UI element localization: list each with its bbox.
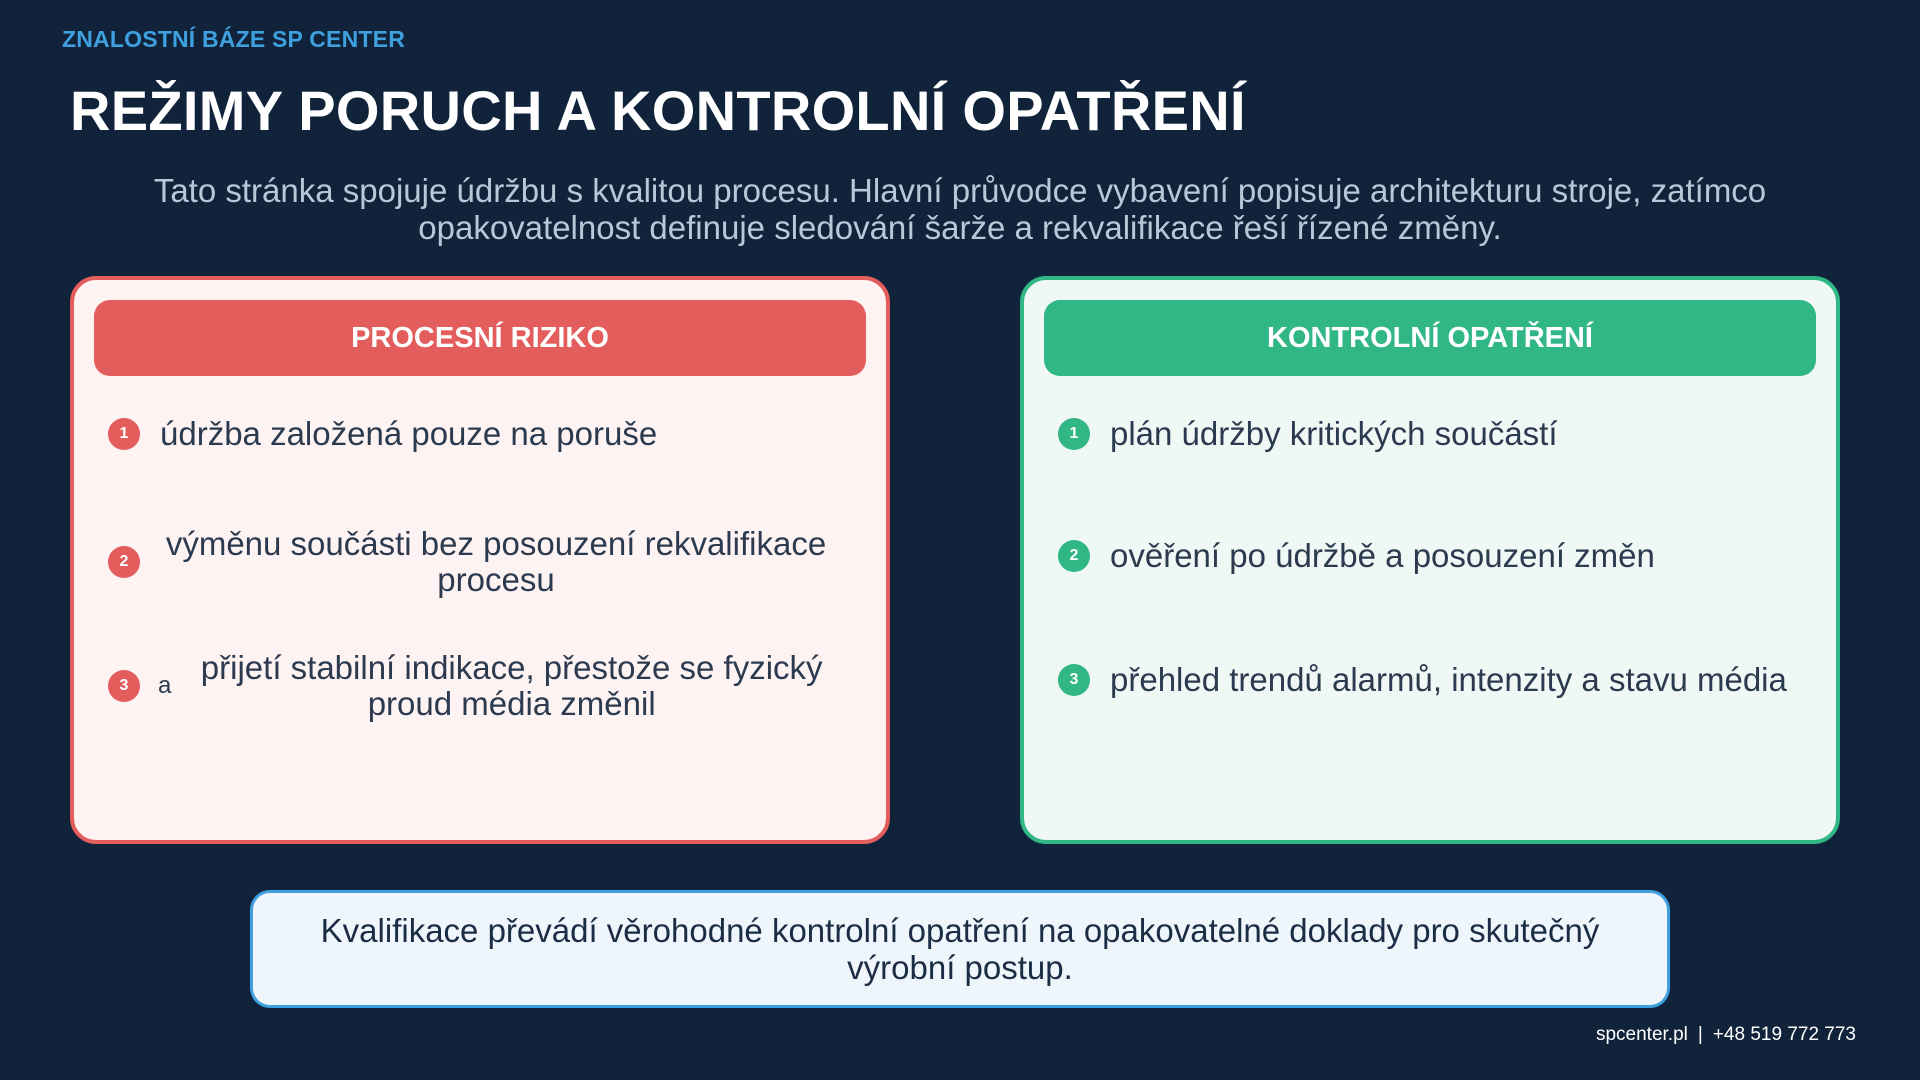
control-item-1 (1058, 416, 1788, 452)
risk-item-prefix: a (158, 672, 172, 699)
footer-separator: | (1697, 1024, 1703, 1045)
control-measures-card (1020, 276, 1840, 844)
number-badge: 1 (1058, 418, 1090, 450)
risk-item-text: výměnu součásti bez posouzení rekvalifikace procesu (165, 525, 827, 598)
control-item-3 (1058, 662, 1788, 698)
phone-number[interactable]: +48 519 772 773 (1712, 1024, 1856, 1045)
page-title: REŽIMY PORUCH A KONTROLNÍ OPATŘENÍ (70, 79, 1246, 142)
number-badge: 1 (108, 418, 140, 450)
risk-item-1 (108, 416, 838, 452)
kicker-label: ZNALOSTNÍ BÁZE SP CENTER (62, 26, 406, 52)
control-item-text: plán údržby kritických součástí (1110, 415, 1558, 452)
process-risk-header: PROCESNÍ RIZIKO (94, 300, 866, 376)
risk-item-text: přijetí stabilní indikace, přestože se fyzický proud média změnil (200, 649, 823, 722)
control-item-2 (1058, 538, 1788, 574)
summary-text: Kvalifikace převádí věrohodné kontrolní opatření na opakovatelné doklady pro skutečný výrobní postup. (320, 912, 1600, 986)
risk-item-text: údržba založená pouze na poruše (160, 415, 658, 452)
risk-item-3 (108, 650, 838, 722)
process-risk-card (70, 276, 890, 844)
control-item-text: ověření po údržbě a posouzení změn (1110, 537, 1655, 574)
control-item-text: přehled trendů alarmů, intenzity a stavu média (1110, 661, 1787, 698)
risk-item-2 (108, 526, 838, 598)
number-badge: 2 (108, 546, 140, 578)
footer-contact (1596, 1024, 1856, 1046)
website-link[interactable]: spcenter.pl (1595, 1024, 1688, 1045)
number-badge: 3 (108, 670, 140, 702)
summary-callout (250, 890, 1670, 1008)
page-subtitle: Tato stránka spojuje údržbu s kvalitou procesu. Hlavní průvodce vybavení popisuje architekturu stroje, zatímco opakovatelnost definuje sledování šarže a rekvalifikace řeší řízené změny. (153, 172, 1767, 246)
number-badge: 2 (1058, 540, 1090, 572)
number-badge: 3 (1058, 664, 1090, 696)
control-measures-header: KONTROLNÍ OPATŘENÍ (1044, 300, 1816, 376)
